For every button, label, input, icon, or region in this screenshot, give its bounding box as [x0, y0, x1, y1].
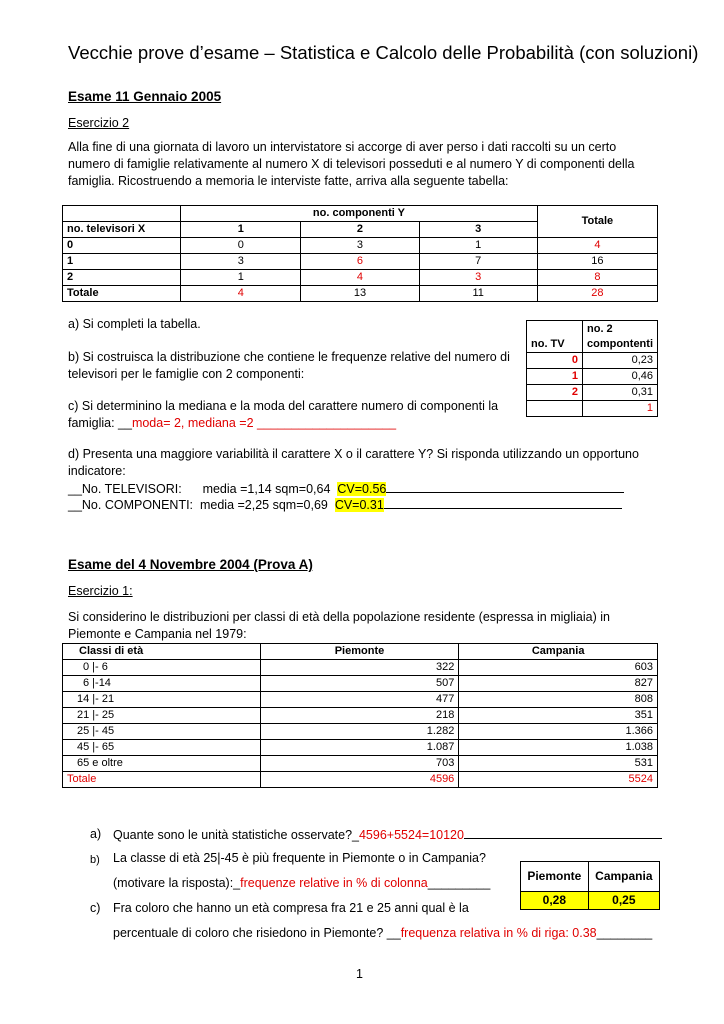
comp-cv: CV=0.31	[334, 498, 384, 512]
header-campania: Campania	[588, 862, 659, 892]
comp-stats: media =2,25 sqm=0,69	[199, 498, 328, 512]
table-row	[63, 740, 658, 756]
tv-stats: media =1,14 sqm=0,64	[202, 482, 331, 496]
table-row	[63, 660, 658, 676]
header-campania: Campania	[459, 644, 658, 660]
table-cell: 0,46	[583, 369, 658, 385]
table-cell: 1.282	[260, 724, 459, 740]
table-cell: 3	[181, 254, 301, 270]
header-total: Totale	[537, 206, 657, 238]
class-cell: 21 |- 25	[63, 708, 261, 724]
header-class: Classi di età	[63, 644, 261, 660]
question-b: b) Si costruisca la distribuzione che contiene le frequenze relative del numero di televisori per le famiglie con 2 componenti:	[68, 350, 510, 381]
qb-text: (motivare la risposta):_	[113, 876, 241, 890]
table-row	[63, 724, 658, 740]
side-header-tv: no. TV	[527, 321, 583, 353]
table-cell: 7	[419, 254, 537, 270]
side-header-line: compontenti	[587, 338, 653, 350]
page-number: 1	[356, 967, 363, 981]
table-row	[521, 892, 660, 910]
table-cell: 1	[527, 369, 583, 385]
table-cell	[63, 206, 181, 222]
value-piemonte: 0,28	[521, 892, 589, 910]
table-cell: 322	[260, 660, 459, 676]
table-row	[63, 708, 658, 724]
header-piemonte: Piemonte	[521, 862, 589, 892]
row-label: 1	[63, 254, 181, 270]
table-cell: 827	[459, 676, 658, 692]
table-cell: 8	[537, 270, 657, 286]
table-cell: 4596	[260, 772, 459, 788]
question-c-answer: moda= 2, mediana =2	[131, 416, 254, 430]
class-cell: 6 |-14	[63, 676, 261, 692]
table-cell: 3	[419, 270, 537, 286]
qc-text: percentuale di coloro che risiedono in Piemonte? __	[113, 926, 401, 940]
table-cell: 1.087	[260, 740, 459, 756]
table-cell: 16	[537, 254, 657, 270]
header-piemonte: Piemonte	[260, 644, 459, 660]
qc-line: ________	[596, 926, 653, 940]
side-header-comp	[583, 321, 658, 353]
table-cell: 531	[459, 756, 658, 772]
answer-line	[464, 826, 662, 839]
table-cell: 2	[527, 385, 583, 401]
exam2-question-b-marker: b)	[90, 854, 100, 866]
table-cell: 0,23	[583, 353, 658, 369]
page-title: Vecchie prove d’esame – Statistica e Calcolo delle Probabilità (con soluzioni)	[68, 42, 699, 63]
row-label: 2	[63, 270, 181, 286]
table-cell: 4	[181, 286, 301, 302]
table-cell: 4	[301, 270, 419, 286]
col-header: 2	[301, 222, 419, 238]
value-campania: 0,25	[588, 892, 659, 910]
table-cell: 218	[260, 708, 459, 724]
table-cell: 1	[419, 238, 537, 254]
table-cell: 1	[181, 270, 301, 286]
class-cell: 65 e oltre	[63, 756, 261, 772]
table-row	[63, 270, 658, 286]
table-cell: 351	[459, 708, 658, 724]
exam2-heading: Esame del 4 Novembre 2004 (Prova A)	[68, 557, 313, 572]
exam1-intro: Alla fine di una giornata di lavoro un intervistatore si accorge di aver perso i dati raccolti su un certo numero di famiglie relativamente al numero X di televisori posseduti e al numero Y di componenti della famiglia. Ricostruendo a memoria le interviste fatte, arriva alla seguente tabella:	[68, 140, 635, 188]
answer-line	[384, 496, 622, 509]
col-header: 3	[419, 222, 537, 238]
tv-label: __No. TELEVISORI:	[68, 482, 182, 496]
contingency-table	[62, 205, 658, 302]
exam2-intro: Si considerino le distribuzioni per classi di età della popolazione residente (espressa in migliaia) in Piemonte e Campania nel 1979:	[68, 610, 610, 641]
class-cell: 45 |- 65	[63, 740, 261, 756]
table-row	[63, 238, 658, 254]
table-cell: 1	[583, 401, 658, 417]
question-a: a) Si completi la tabella.	[68, 317, 201, 331]
population-table	[62, 643, 658, 788]
qc-answer: frequenza relativa in % di riga: 0.38	[400, 926, 597, 940]
table-cell: 4	[537, 238, 657, 254]
row-label: 0	[63, 238, 181, 254]
exam2-question-c-line2	[113, 925, 652, 942]
qa-answer: 4596+5524=10120	[358, 828, 464, 842]
question-d: d) Presenta una maggiore variabilità il carattere X o il carattere Y? Si risponda utilizzando un opportuno indicatore:	[68, 447, 639, 478]
question-c	[68, 398, 523, 432]
class-cell: 25 |- 45	[63, 724, 261, 740]
table-cell: 0	[181, 238, 301, 254]
question-c-text: c) Si determinino la mediana e la moda del carattere numero di componenti la famiglia: __	[68, 399, 499, 430]
table-row	[63, 254, 658, 270]
table-cell	[527, 401, 583, 417]
header-y: no. componenti Y	[181, 206, 538, 222]
answer-line	[386, 480, 624, 493]
side-header-line: no. 2	[587, 323, 613, 335]
exam2-exercise: Esercizio 1:	[68, 584, 133, 598]
table-row	[63, 756, 658, 772]
total-label: Totale	[63, 772, 261, 788]
qb-line: _________	[427, 876, 491, 890]
table-cell: 0,31	[583, 385, 658, 401]
comp-label: __No. COMPONENTI:	[68, 498, 194, 512]
class-cell: 14 |- 21	[63, 692, 261, 708]
table-cell: 11	[419, 286, 537, 302]
table-cell: 808	[459, 692, 658, 708]
qb-answer: frequenze relative in % di colonna	[240, 876, 428, 890]
table-row-total	[63, 772, 658, 788]
table-cell: 703	[260, 756, 459, 772]
exam2-question-c-marker: c)	[90, 901, 101, 915]
exam1-heading: Esame 11 Gennaio 2005	[68, 89, 222, 104]
table-row	[63, 676, 658, 692]
class-cell: 0 |- 6	[63, 660, 261, 676]
table-cell: 13	[301, 286, 419, 302]
table-cell: 28	[537, 286, 657, 302]
table-cell: 3	[301, 238, 419, 254]
table-cell: 603	[459, 660, 658, 676]
percentage-table	[520, 861, 660, 910]
exam2-question-c-line1: Fra coloro che hanno un età compresa fra 21 e 25 anni qual è la	[113, 901, 469, 915]
tv-cv: CV=0.56	[337, 482, 387, 496]
table-cell: 6	[301, 254, 419, 270]
table-cell: 0	[527, 353, 583, 369]
exam2-question-a-marker: a)	[90, 827, 102, 841]
col-header: 1	[181, 222, 301, 238]
table-row	[527, 369, 658, 385]
exam2-question-b-line1: La classe di età 25|-45 è più frequente in Piemonte o in Campania?	[113, 851, 486, 865]
header-x: no. televisori X	[63, 222, 181, 238]
qa-text: Quante sono le unità statistiche osservate?_	[113, 828, 359, 842]
question-d-comp	[68, 496, 622, 514]
table-row	[527, 385, 658, 401]
table-row	[63, 286, 658, 302]
table-row	[527, 353, 658, 369]
table-cell: 1.366	[459, 724, 658, 740]
relative-frequency-table	[526, 320, 658, 417]
table-row	[527, 401, 658, 417]
table-row	[63, 692, 658, 708]
exam2-question-b-line2	[113, 875, 490, 892]
exam1-exercise: Esercizio 2	[68, 116, 130, 130]
question-c-line: ____________________	[253, 416, 397, 430]
table-cell: 5524	[459, 772, 658, 788]
row-label: Totale	[63, 286, 181, 302]
exam2-question-a	[113, 826, 662, 844]
table-cell: 477	[260, 692, 459, 708]
table-cell: 1.038	[459, 740, 658, 756]
table-cell: 507	[260, 676, 459, 692]
